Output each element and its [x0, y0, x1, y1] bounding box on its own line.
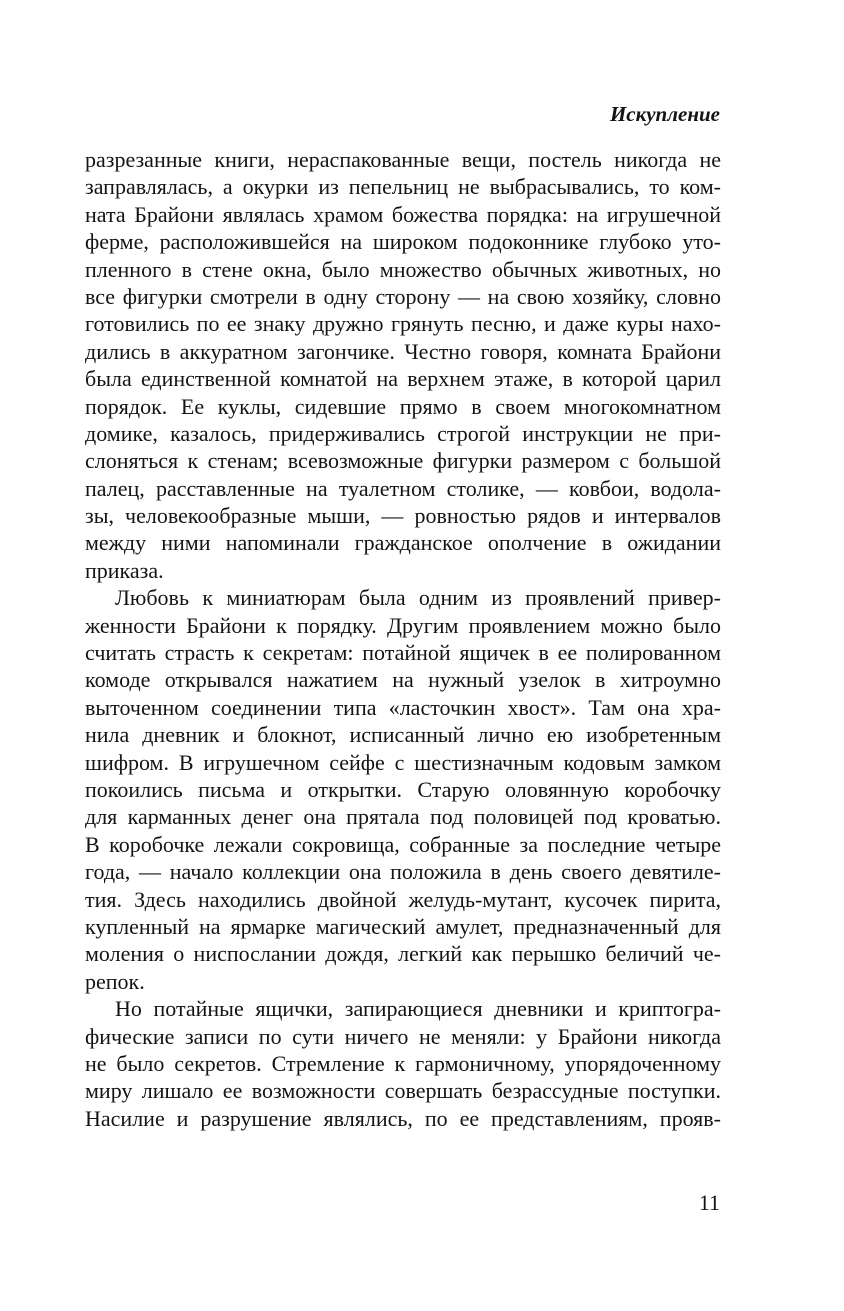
text-line: Любовь к миниатюрам была одним из проявлений привер-	[115, 585, 721, 611]
text-line: нила дневник и блокнот, исписанный лично ею изобретенным	[85, 722, 721, 748]
text-line: купленный на ярмарке магический амулет, предназначенный для	[85, 913, 721, 939]
text-line: Но потайные ящички, запирающиеся дневники и криптогра-	[115, 996, 721, 1022]
page-number: 11	[698, 1190, 720, 1215]
text-line: считать страсть к секретам: потайной ящичек в ее полированном	[85, 640, 721, 666]
text-line: ната Брайони являлась храмом божества порядка: на игрушечной	[85, 201, 721, 227]
text-line: слоняться к стенам; всевозможные фигурки размером с большой	[85, 448, 721, 474]
text-line: домике, казалось, придерживались строгой инструкции не при-	[85, 420, 721, 446]
text-line: покоились письма и открытки. Старую оловянную коробочку	[85, 776, 721, 802]
text-line: для карманных денег она прятала под половицей под кроватью.	[85, 804, 721, 830]
paragraph	[85, 584, 721, 995]
text-line: В коробочке лежали сокровища, собранные за последние четыре	[85, 831, 721, 857]
text-line: приказа.	[85, 557, 164, 583]
text-line: миру лишало ее возможности совершать безрассудные поступки.	[85, 1078, 721, 1104]
text-line: моления о ниспослании дождя, легкий как перышко беличий че-	[85, 941, 721, 967]
text-line: палец, расставленные на туалетном столике, — ковбои, водола-	[85, 475, 721, 501]
text-line: женности Брайони к порядку. Другим проявлением можно было	[85, 612, 721, 638]
text-line: ферме, расположившейся на широком подоконнике глубоко уто-	[85, 229, 721, 255]
text-line: зы, человекообразные мыши, — ровностью рядов и интервалов	[85, 503, 721, 529]
text-line: заправлялась, а окурки из пепельниц не выбрасывались, то ком-	[85, 174, 721, 200]
text-line: года, — начало коллекции она положила в день своего девятиле-	[85, 859, 721, 885]
text-line: между ними напоминали гражданское ополчение в ожидании	[85, 530, 721, 556]
paragraph	[85, 995, 721, 1132]
text-line: разрезанные книги, нераспакованные вещи, постель никогда не	[85, 147, 721, 172]
running-header: Искупление	[609, 102, 720, 126]
text-line: комоде открывался нажатием на нужный узелок в хитроумно	[85, 667, 721, 693]
text-line: готовились по ее знаку дружно грянуть песню, и даже куры нахо-	[85, 311, 721, 337]
text-line: дились в аккуратном загончике. Честно говоря, комната Брайони	[85, 338, 721, 364]
text-line: выточенном соединении типа «ласточкин хвост». Там она хра-	[85, 694, 721, 720]
text-line: все фигурки смотрели в одну сторону — на свою хозяйку, словно	[85, 283, 721, 309]
text-line: репок.	[85, 968, 145, 994]
text-line: тия. Здесь находились двойной желудь-мутант, кусочек пирита,	[85, 886, 721, 912]
text-line: была единственной комнатой на верхнем этаже, в которой царил	[85, 366, 721, 392]
paragraph	[85, 146, 721, 584]
text-line: шифром. В игрушечном сейфе с шестизначным кодовым замком	[85, 749, 721, 775]
text-line: пленного в стене окна, было множество обычных животных, но	[85, 256, 721, 282]
body-text	[85, 146, 721, 1132]
text-line: фические записи по сути ничего не меняли: у Брайони никогда	[85, 1023, 721, 1049]
text-line: Насилие и разрушение являлись, по ее представлениям, прояв-	[85, 1105, 721, 1131]
text-line: не было секретов. Стремление к гармоничному, упорядоченному	[85, 1050, 721, 1076]
text-line: порядок. Ее куклы, сидевшие прямо в своем многокомнатном	[85, 393, 721, 419]
